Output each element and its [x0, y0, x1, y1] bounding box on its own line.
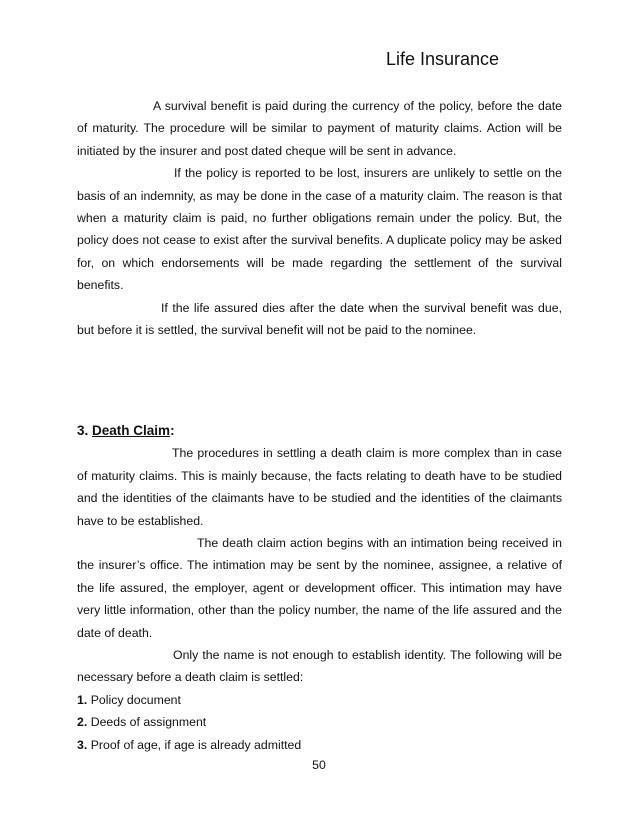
- paragraph: If the policy is reported to be lost, insurers are unlikely to settle on the basis of an indemnity, as may be done in the case of a maturity claim. The reason is that when a maturity claim is paid, no further obligations remain under the policy. But, the policy does not cease to exist after the survival benefits. A duplicate policy may be asked for, on which endorsements will be made regarding the settlement of the survival benefits.: [77, 166, 562, 293]
- paragraph: The procedures in settling a death claim is more complex than in case of maturity claims. This is mainly because, the facts relating to death have to be studied and the identities of the claimants have to be studied and the identities of the claimants have to be established.: [77, 446, 562, 528]
- page-number: 50: [312, 758, 326, 772]
- paragraph: If the life assured dies after the date when the survival benefit was due, but before it is settled, the survival benefit will not be paid to the nominee.: [77, 300, 562, 338]
- list-item: [77, 689, 562, 711]
- list-number: 2.: [77, 715, 88, 730]
- survival-benefit-section: [77, 95, 562, 341]
- list-number: 1.: [77, 692, 88, 707]
- list-text: Policy document: [90, 692, 181, 707]
- page-header-title: Life Insurance: [386, 49, 500, 69]
- section-heading: [77, 420, 562, 442]
- paragraph: The death claim action begins with an intimation being received in the insurer’s office. The intimation may be sent by the nominee, assignee, a relative of the life assured, the employer, agent or development officer. This intimation may have very little information, other than the policy number, the name of the life assured and the date of death.: [77, 536, 562, 640]
- list-text: Deeds of assignment: [90, 715, 207, 730]
- section-colon: :: [170, 423, 175, 438]
- list-item: [77, 734, 562, 756]
- paragraph: A survival benefit is paid during the currency of the policy, before the date of maturity. The procedure will be similar to payment of maturity claims. Action will be initiated by the insurer and post dated cheque will be sent in advance.: [77, 99, 562, 158]
- list-item: [77, 711, 562, 733]
- death-claim-section: [77, 420, 562, 756]
- paragraph: Only the name is not enough to establish identity. The following will be necessary before a death claim is settled:: [77, 648, 562, 685]
- section-number: 3.: [77, 423, 89, 438]
- list-text: Proof of age, if age is already admitted: [90, 737, 302, 752]
- section-title: Death Claim: [92, 423, 171, 438]
- list-number: 3.: [77, 737, 88, 752]
